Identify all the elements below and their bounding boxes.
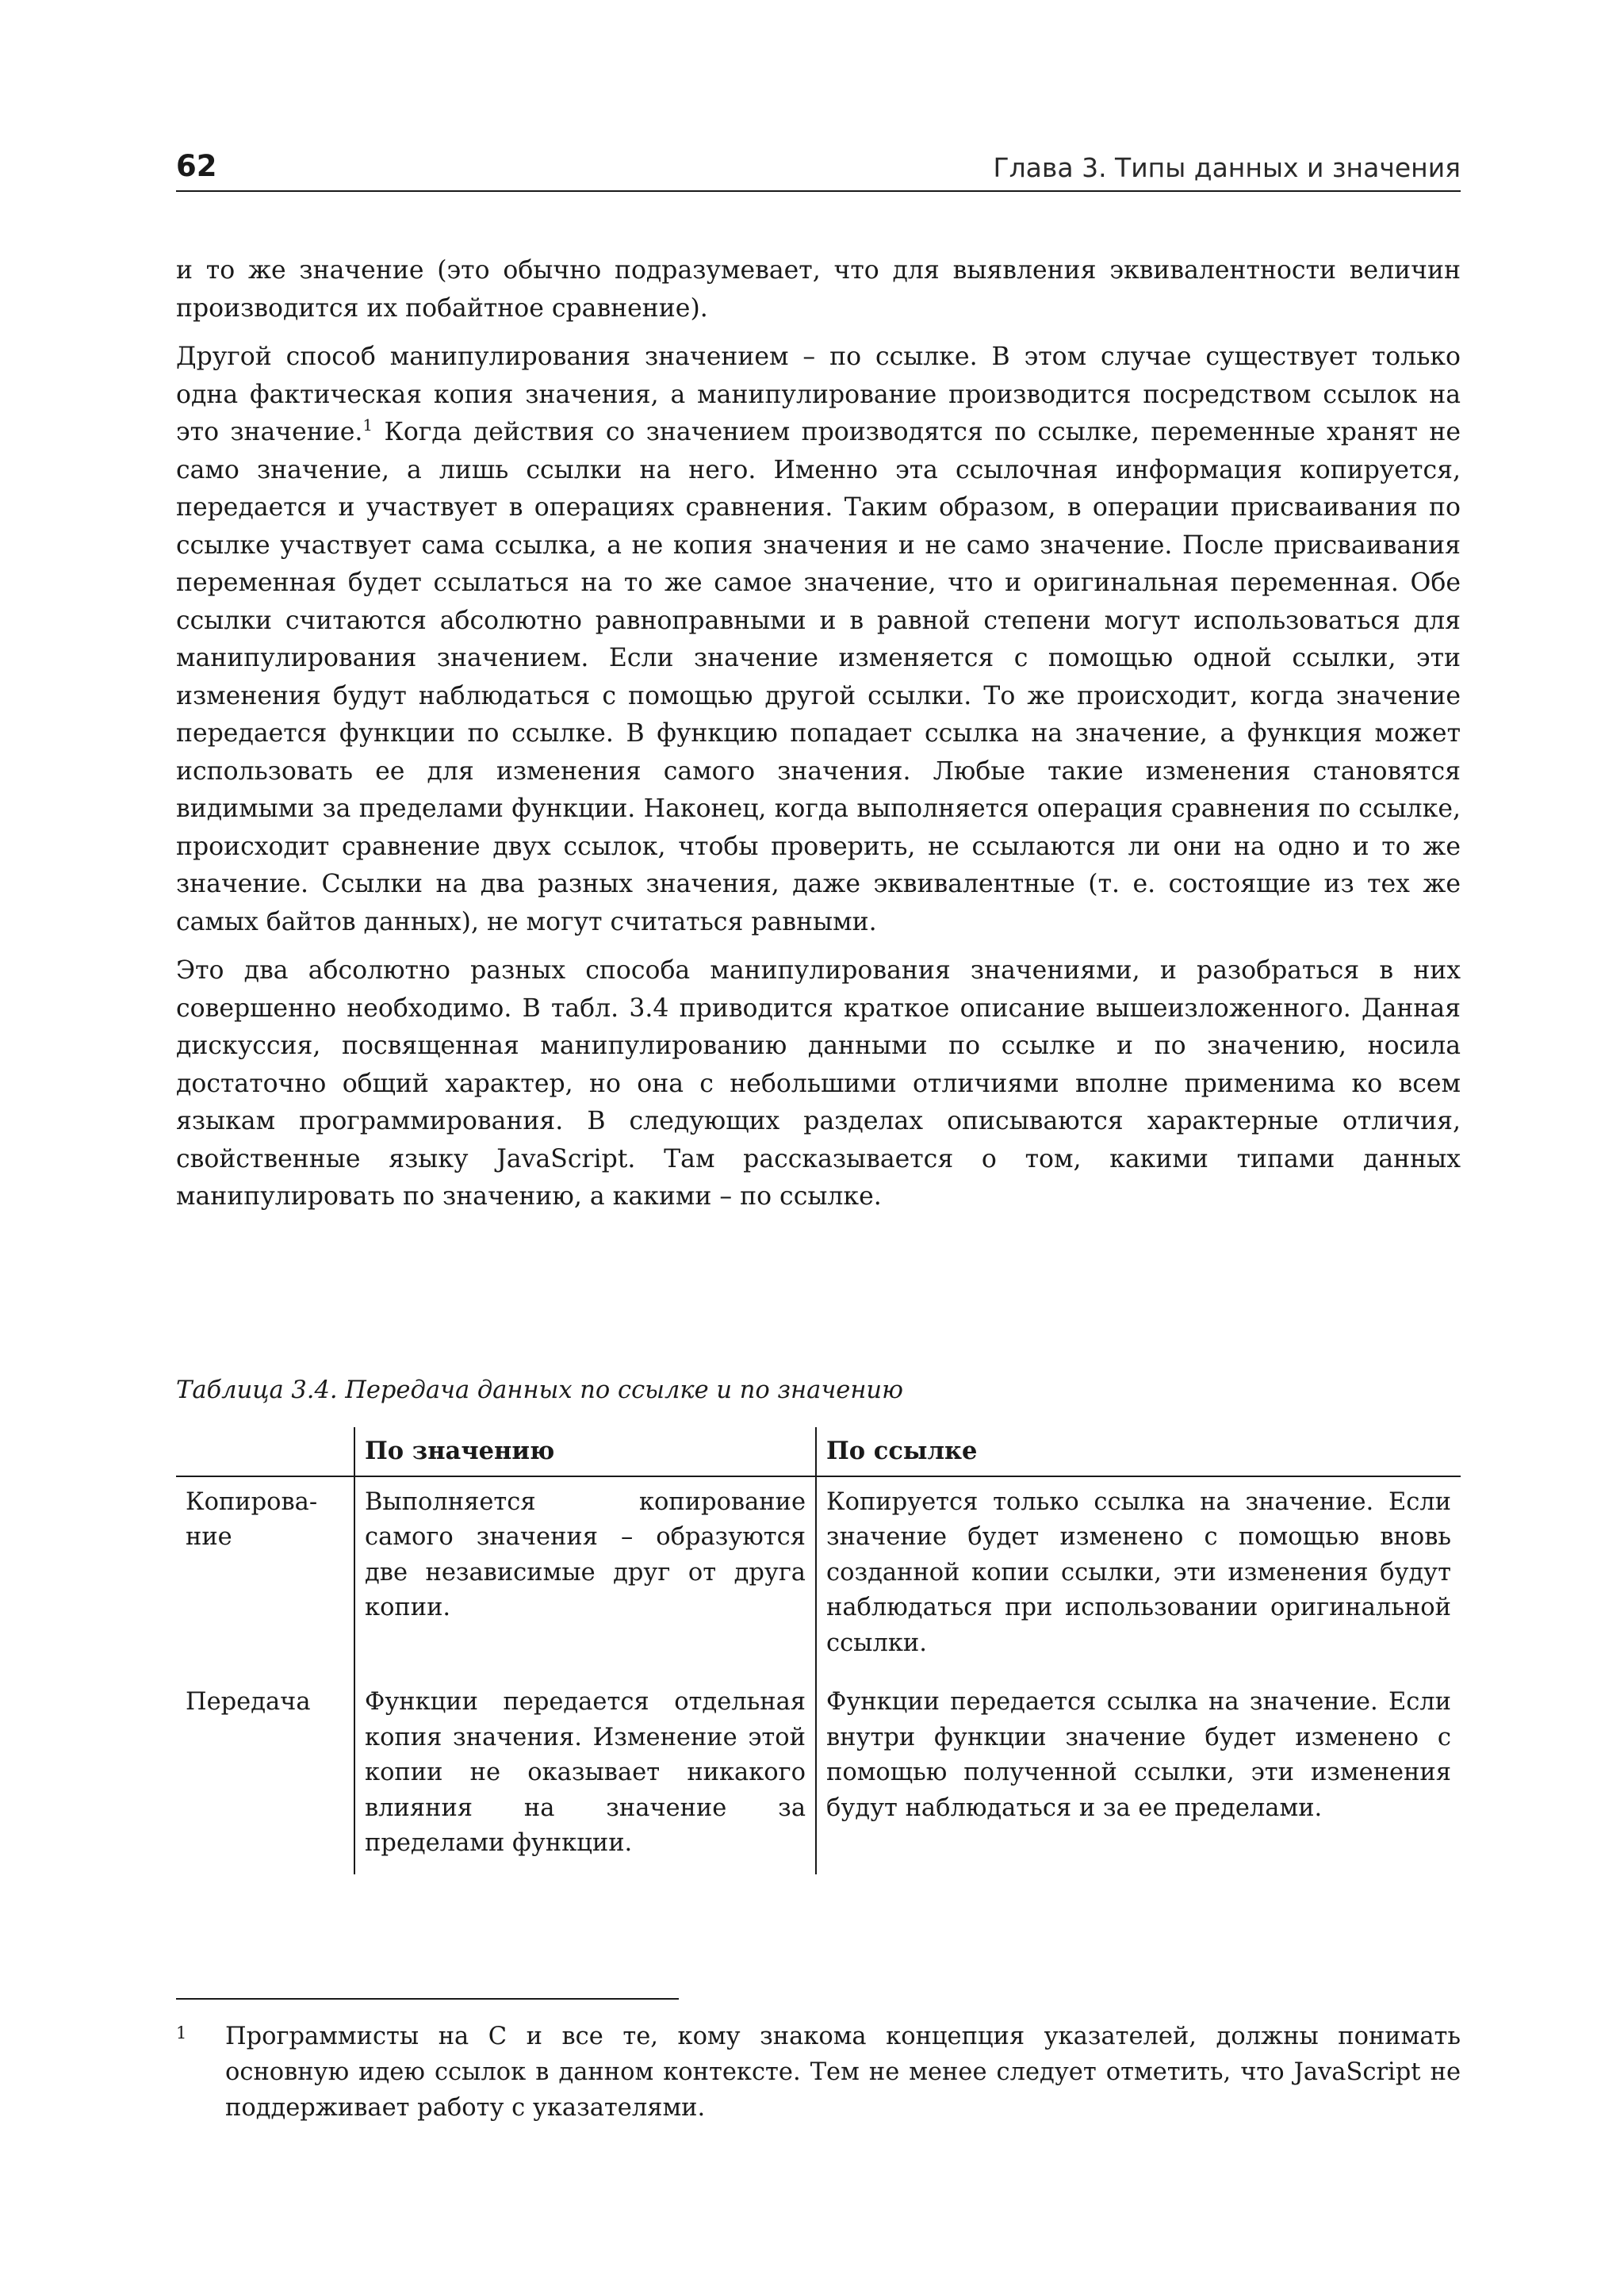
table-header-row xyxy=(176,1427,1461,1476)
footnote-divider xyxy=(176,1998,679,2000)
page-number: 62 xyxy=(176,149,217,183)
paragraph-part: Когда действия со значением производятся по ссылке, переменные хранят не само значение, а лишь ссылки на него. Именно эта ссылочная информация копируется, передается и участвует в операциях сравнения. Таким образом, в операции присваивания по ссылке участвует сама ссылка, а не копия значения и не само значение. После присваивания переменная будет ссылаться на то же самое значение, что и оригинальная переменная. Обе ссылки считаются абсолютно равноправными и в равной степени могут использоваться для манипулирования значением. Если значение изменяется с помощью одной ссылки, эти изменения будут наблюдаться с помощью другой ссылки. То же происходит, когда значение передается функции по ссылке. В функцию попадает ссылка на значение, а функция может использовать ее для изменения самого значения. Любые такие изменения становятся видимыми за пределами функции. Наконец, когда выполняется операция сравнения по ссылке, происходит сравнение двух ссылок, чтобы проверить, не ссылаются ли они на одно и то же значение. Ссылки на два разных значения, даже эквивалентные (т. е. состоящие из тех же самых байтов данных), не могут считаться равными. xyxy=(176,418,1461,936)
footnote-reference[interactable]: 1 xyxy=(362,415,373,434)
table-header-by-reference: По ссылке xyxy=(816,1427,1461,1476)
row-label: Передача xyxy=(186,1688,311,1716)
cell-by-reference: Функции передается ссылка на значение. Если внутри функции значение будет изменено с помощью полученной ссылки, эти изменения будут наблюдаться и за ее пределами. xyxy=(816,1679,1461,1874)
chapter-title: Глава 3. Типы данных и значения xyxy=(993,152,1461,183)
paragraph: и то же значение (это обычно подразумевает, что для выявления эквивалентности величин производится их побайтное сравнение). xyxy=(176,256,1461,323)
running-header xyxy=(176,147,1461,192)
row-label: Копирование xyxy=(186,1487,318,1551)
table-caption: Таблица 3.4. Передача данных по ссылке и по значению xyxy=(176,1376,903,1404)
footnote xyxy=(176,2019,1461,2126)
footnote-text: Программисты на C и все те, кому знакома концепция указателей, должны понимать основную идею ссылок в данном контексте. Тем не менее следует отметить, что JavaScript не поддерживает работу с указателями. xyxy=(225,2023,1461,2122)
paragraph-part: Другой способ манипулирования значением – по ссылке. В этом случае существует только одна фактическая копия значения, а манипулирование производится посредством ссылок на это значение. xyxy=(176,343,1461,446)
cell-by-value: Функции передается отдельная копия значения. Изменение этой копии не оказывает никакого влияния на значение за пределами функции. xyxy=(354,1679,816,1874)
body-text xyxy=(176,252,1461,1227)
cell-by-value: Выполняется копирование самого значения – образуются две независимые друг от друга копии. xyxy=(354,1476,816,1679)
table-header-by-value: По значению xyxy=(354,1427,816,1476)
table-header-empty xyxy=(176,1427,354,1476)
table-row xyxy=(176,1679,1461,1874)
paragraph: Это два абсолютно разных способа манипулирования значениями, и разобраться в них совершенно необходимо. В табл. 3.4 приводится краткое описание вышеизложенного. Данная дискуссия, посвященная манипулированию данными по ссылке и по значению, носила достаточно общий характер, но она с небольшими отличиями вполне применима ко всем языкам программирования. В следующих разделах описываются характерные отличия, свойственные языку JavaScript. Там рассказывается о том, какими типами данных манипулировать по значению, а какими – по ссылке. xyxy=(176,956,1461,1211)
cell-by-reference: Копируется только ссылка на значение. Если значение будет изменено с помощью вновь созданной копии ссылки, эти изменения будут наблюдаться при использовании оригинальной ссылки. xyxy=(816,1476,1461,1679)
table-row xyxy=(176,1476,1461,1679)
footnote-mark: 1 xyxy=(176,2023,187,2042)
comparison-table xyxy=(176,1427,1461,1874)
paragraph-with-footnote xyxy=(176,339,1461,941)
book-page xyxy=(176,0,1461,2293)
